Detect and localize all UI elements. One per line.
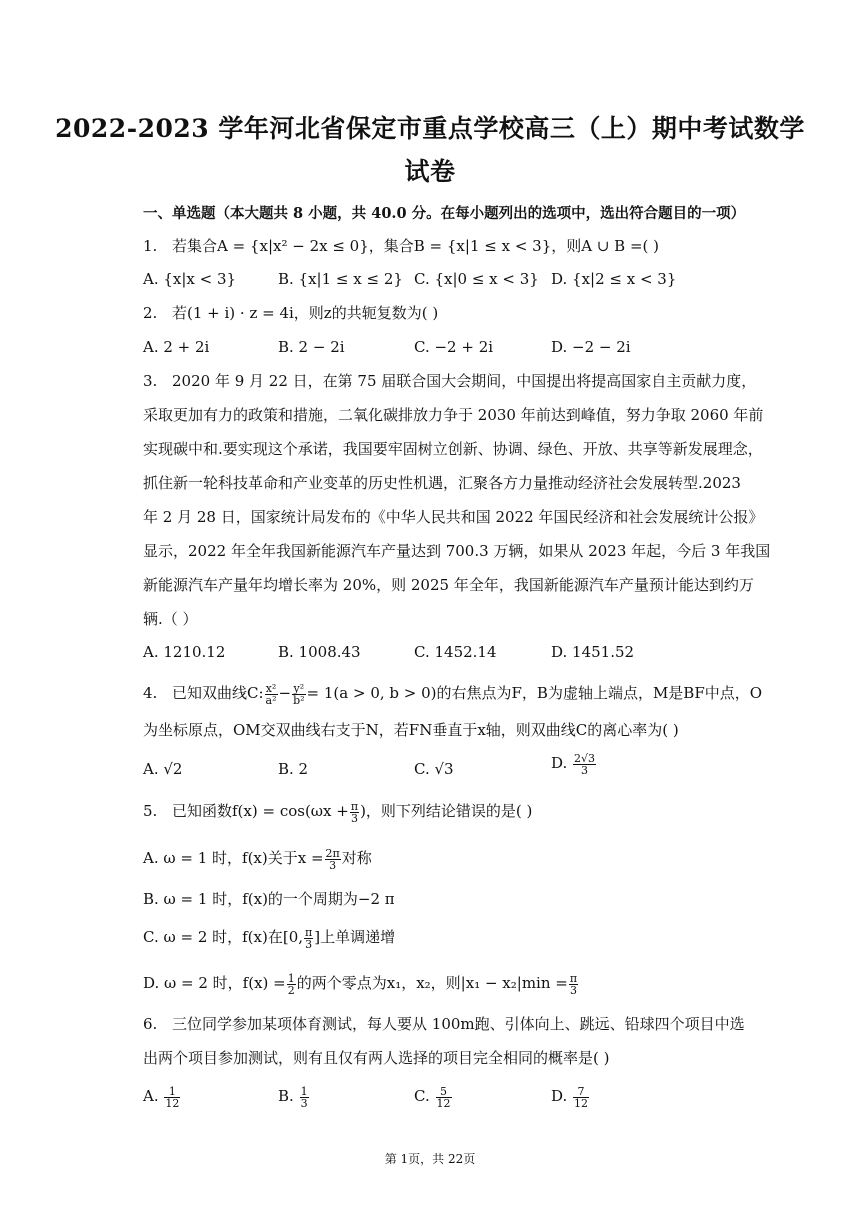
fraction-numerator: 7 bbox=[577, 1084, 585, 1098]
question-number: 1. bbox=[143, 237, 158, 255]
fraction bbox=[573, 753, 596, 776]
fraction-numerator: 5 bbox=[440, 1084, 447, 1098]
fraction bbox=[164, 1086, 180, 1109]
fraction bbox=[287, 973, 296, 996]
option-label: A. bbox=[143, 1087, 159, 1105]
question-stem-line: 新能源汽车产量年均增长率为 20%，则 2025 年全年，我国新能源汽车产量预计能达到约万 bbox=[143, 576, 754, 594]
fraction-numerator: π bbox=[305, 925, 313, 939]
fraction-numerator: x² bbox=[265, 681, 277, 695]
minus-sign: − bbox=[278, 684, 292, 702]
option-d: D. −2 − 2i bbox=[551, 338, 631, 356]
fraction-denominator: 12 bbox=[436, 1096, 451, 1110]
question-stem: 若(1 + i) · z = 4i，则z的共轭复数为( ) bbox=[172, 304, 439, 322]
question-2 bbox=[143, 302, 438, 324]
option-a: A. 1210.12 bbox=[143, 643, 226, 661]
fraction-denominator: b² bbox=[293, 693, 305, 707]
fraction bbox=[569, 973, 578, 996]
question-stem: 若集合A = {x|x² − 2x ≤ 0}，集合B = {x|1 ≤ x < 3}，则A ∪ B =( ) bbox=[172, 237, 660, 255]
option-label: D. bbox=[551, 754, 568, 772]
option-label: C. bbox=[414, 1087, 430, 1105]
fraction-denominator: 3 bbox=[325, 859, 341, 871]
fraction bbox=[436, 1086, 452, 1109]
question-stem-line: 2020 年 9 月 22 日，在第 75 届联合国大会期间，中国提出将提高国家自主贡献力度， bbox=[172, 372, 757, 390]
option-b: B. {x|1 ≤ x ≤ 2} bbox=[278, 270, 403, 288]
fraction-numerator: π bbox=[350, 799, 359, 813]
option-d bbox=[551, 1085, 590, 1109]
question-6 bbox=[143, 1013, 745, 1035]
fraction-denominator: 3 bbox=[300, 1096, 308, 1110]
section-heading: 一、单选题（本大题共 8 小题，共 40.0 分。在每小题列出的选项中，选出符合题目的一项） bbox=[143, 205, 746, 222]
option-a bbox=[143, 1085, 181, 1109]
option-b: B. 2 − 2i bbox=[278, 338, 345, 356]
option-d bbox=[143, 972, 579, 996]
option-label: D. bbox=[551, 1087, 568, 1105]
question-stem: 已知函数f(x) = cos(ωx + bbox=[172, 802, 349, 820]
fraction-numerator: y² bbox=[293, 681, 305, 695]
fraction bbox=[573, 1086, 589, 1109]
question-stem: = 1(a > 0, b > 0)的右焦点为F，B为虚轴上端点，M是BF中点，O bbox=[306, 684, 763, 702]
page-title-line2: 试卷 bbox=[404, 157, 456, 186]
option-c bbox=[414, 1085, 453, 1109]
question-stem-line: 辆.（ ） bbox=[143, 610, 198, 628]
page-title-line1: 2022-2023 学年河北省保定市重点学校高三（上）期中考试数学 bbox=[55, 114, 805, 143]
fraction-denominator: a² bbox=[265, 693, 277, 707]
option-text: C. ω = 2 时，f(x)在[0, bbox=[143, 928, 304, 946]
question-stem-line: 抓住新一轮科技革命和产业变革的历史性机遇，汇聚各方力量推动经济社会发展转型.2023 bbox=[143, 474, 741, 492]
fraction bbox=[325, 848, 341, 871]
question-stem: 已知双曲线C: bbox=[172, 684, 264, 702]
fraction-denominator: 3 bbox=[569, 983, 577, 997]
option-b: B. 2 bbox=[278, 760, 309, 778]
fraction-numerator: 2√3 bbox=[574, 751, 596, 765]
question-stem-line: 采取更加有力的政策和措施，二氧化碳排放力争于 2030 年前达到峰值，努力争取 2060 年前 bbox=[143, 406, 764, 424]
question-3 bbox=[143, 370, 756, 392]
option-label: B. bbox=[278, 1087, 294, 1105]
fraction-denominator: 2 bbox=[287, 983, 295, 997]
fraction-numerator: 2π bbox=[325, 846, 340, 860]
option-text: ]上单调递增 bbox=[314, 928, 396, 946]
fraction bbox=[265, 683, 278, 706]
question-stem: )，则下列结论错误的是( ) bbox=[360, 802, 533, 820]
fraction bbox=[292, 683, 305, 706]
option-d: D. {x|2 ≤ x < 3} bbox=[551, 270, 677, 288]
question-stem-line: 年 2 月 28 日，国家统计局发布的《中华人民共和国 2022 年国民经济和社会发展统计公报》 bbox=[143, 508, 764, 526]
option-c bbox=[143, 926, 395, 950]
question-number: 3. bbox=[143, 372, 158, 390]
fraction bbox=[304, 927, 313, 950]
question-5 bbox=[143, 800, 532, 824]
option-text: A. ω = 1 时，f(x)关于x = bbox=[143, 849, 324, 867]
option-text: D. ω = 2 时，f(x) = bbox=[143, 974, 286, 992]
fraction bbox=[300, 1086, 309, 1109]
option-b: B. ω = 1 时，f(x)的一个周期为−2 π bbox=[143, 890, 395, 908]
fraction-numerator: 1 bbox=[287, 971, 295, 985]
fraction-denominator: 3 bbox=[573, 764, 596, 776]
option-d: D. 1451.52 bbox=[551, 643, 635, 661]
question-stem-line: 为坐标原点，OM交双曲线右支于N，若FN垂直于x轴，则双曲线C的离心率为( ) bbox=[143, 721, 679, 739]
option-c: C. −2 + 2i bbox=[414, 338, 494, 356]
fraction-numerator: 1 bbox=[300, 1084, 308, 1098]
question-number: 4. bbox=[143, 684, 158, 702]
fraction-denominator: 12 bbox=[574, 1096, 589, 1110]
option-b bbox=[278, 1085, 310, 1109]
option-c: C. √3 bbox=[414, 760, 454, 778]
option-a bbox=[143, 847, 372, 871]
fraction-denominator: 12 bbox=[165, 1096, 180, 1110]
fraction bbox=[350, 801, 359, 824]
option-d bbox=[551, 752, 597, 776]
question-number: 2. bbox=[143, 304, 158, 322]
option-b: B. 1008.43 bbox=[278, 643, 361, 661]
question-stem-line: 实现碳中和.要实现这个承诺，我国要牢固树立创新、协调、绿色、开放、共享等新发展理念， bbox=[143, 440, 763, 458]
option-text: 对称 bbox=[341, 849, 372, 867]
fraction-denominator: 3 bbox=[305, 937, 313, 951]
option-a: A. √2 bbox=[143, 760, 183, 778]
fraction-numerator: π bbox=[569, 971, 578, 985]
option-text: 的两个零点为x₁，x₂，则|x₁ − x₂|min = bbox=[296, 974, 568, 992]
option-c: C. 1452.14 bbox=[414, 643, 497, 661]
question-stem-line: 显示，2022 年全年我国新能源汽车产量达到 700.3 万辆，如果从 2023 年起，今后 3 年我国 bbox=[143, 542, 771, 560]
fraction-denominator: 3 bbox=[350, 811, 358, 825]
option-a: A. {x|x < 3} bbox=[143, 270, 237, 288]
page-footer: 第 1页，共 22页 bbox=[384, 1152, 476, 1166]
question-1 bbox=[143, 235, 659, 257]
question-4 bbox=[143, 682, 762, 706]
question-number: 6. bbox=[143, 1015, 158, 1033]
question-stem-line: 三位同学参加某项体育测试，每人要从 100m跑、引体向上、跳远、铅球四个项目中选 bbox=[172, 1015, 745, 1033]
option-c: C. {x|0 ≤ x < 3} bbox=[414, 270, 539, 288]
question-number: 5. bbox=[143, 802, 158, 820]
fraction-numerator: 1 bbox=[168, 1084, 176, 1098]
option-a: A. 2 + 2i bbox=[143, 338, 210, 356]
question-stem-line: 出两个项目参加测试，则有且仅有两人选择的项目完全相同的概率是( ) bbox=[143, 1049, 610, 1067]
